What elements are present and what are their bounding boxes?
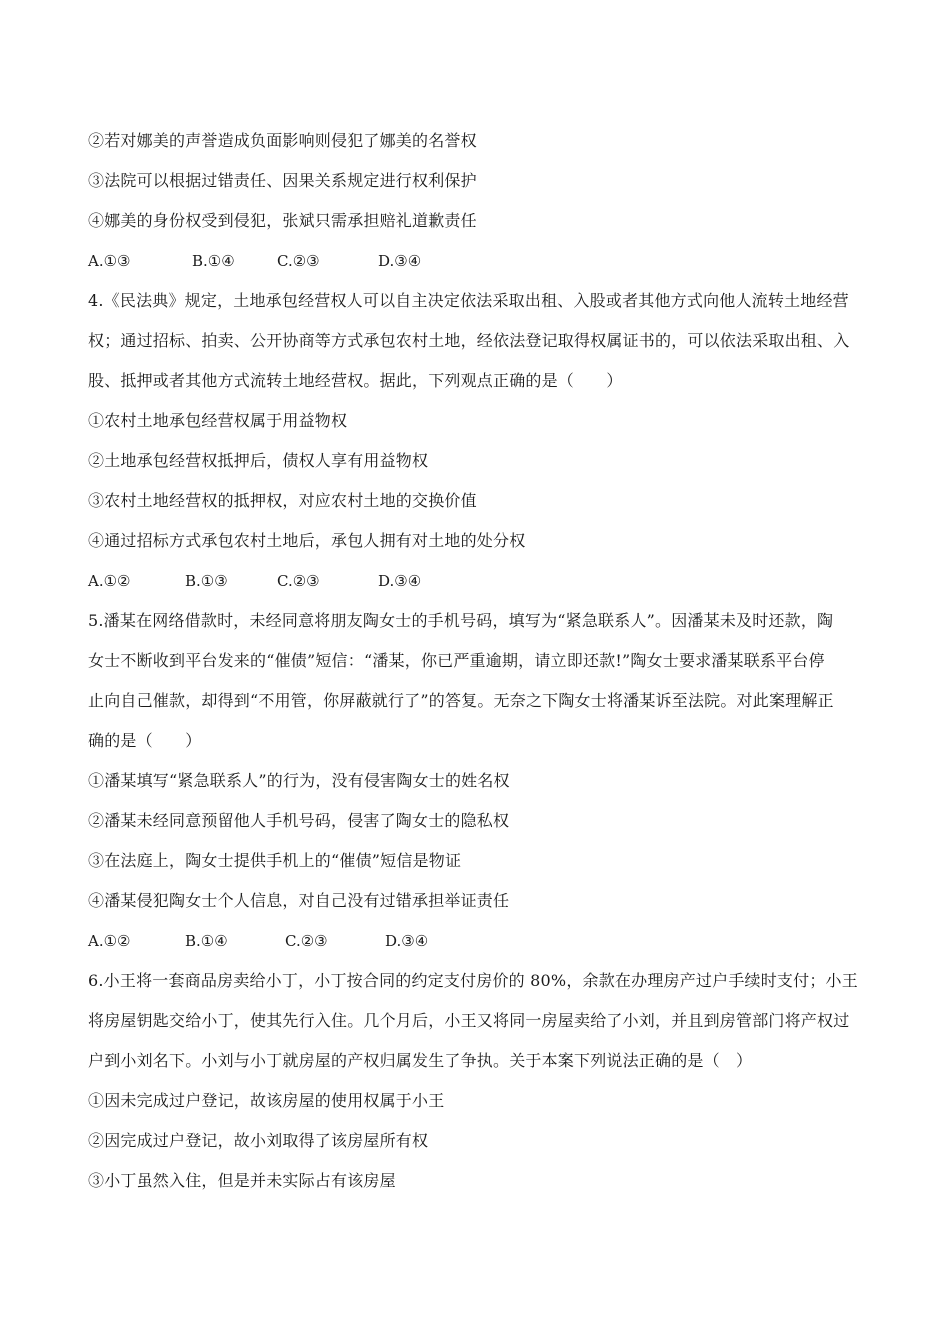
q3-item-4: ④娜美的身份权受到侵犯，张斌只需承担赔礼道歉责任 — [88, 211, 477, 230]
q4-stem-line-2: 权；通过招标、拍卖、公开协商等方式承包农村土地，经依法登记取得权属证书的，可以依法采取出租、入 — [88, 331, 850, 350]
q6-stem-line-3: 户到小刘名下。小刘与小丁就房屋的产权归属发生了争执。关于本案下列说法正确的是（ ） — [88, 1051, 753, 1070]
q5-item-2: ②潘某未经同意预留他人手机号码，侵害了陶女士的隐私权 — [88, 811, 510, 830]
q5-option-d: D.③④ — [385, 932, 429, 950]
q4-item-4: ④通过招标方式承包农村土地后，承包人拥有对土地的处分权 — [88, 531, 526, 550]
q6-item-2: ②因完成过户登记，故小刘取得了该房屋所有权 — [88, 1131, 429, 1150]
q4-item-1: ①农村土地承包经营权属于用益物权 — [88, 411, 348, 430]
q5-stem-line-1: 5.潘某在网络借款时，未经同意将朋友陶女士的手机号码，填写为“紧急联系人”。因潘某未及时还款，陶 — [88, 611, 834, 630]
q5-stem-line-3: 止向自己催款，却得到“不用管，你屏蔽就行了”的答复。无奈之下陶女士将潘某诉至法院。对此案理解正 — [88, 691, 834, 710]
q3-option-b: B.①④ — [192, 252, 235, 270]
q5-item-4: ④潘某侵犯陶女士个人信息，对自己没有过错承担举证责任 — [88, 891, 510, 910]
q6-item-3: ③小丁虽然入住，但是并未实际占有该房屋 — [88, 1171, 396, 1190]
q3-option-c: C.②③ — [277, 252, 320, 270]
q3-option-d: D.③④ — [378, 252, 422, 270]
q3-item-3: ③法院可以根据过错责任、因果关系规定进行权利保护 — [88, 171, 477, 190]
q5-item-3: ③在法庭上，陶女士提供手机上的“催债”短信是物证 — [88, 851, 462, 870]
q6-stem-line-1: 6.小王将一套商品房卖给小丁，小丁按合同的约定支付房价的 80%，余款在办理房产过户手续时支付；小王 — [88, 971, 858, 990]
q3-option-a: A.①③ — [88, 252, 131, 270]
q4-stem-line-1: 4.《民法典》规定，土地承包经营权人可以自主决定依法采取出租、入股或者其他方式向他人流转土地经营 — [88, 291, 849, 310]
q4-option-d: D.③④ — [378, 572, 422, 590]
q4-option-a: A.①② — [88, 572, 131, 590]
q5-stem-line-2: 女士不断收到平台发来的“催债”短信：“潘某，你已严重逾期，请立即还款!”陶女士要求潘某联系平台停 — [88, 651, 825, 670]
q4-item-3: ③农村土地经营权的抵押权，对应农村土地的交换价值 — [88, 491, 477, 510]
q5-stem-line-4: 确的是（ ） — [88, 731, 202, 750]
q5-option-b: B.①④ — [185, 932, 228, 950]
q5-option-c: C.②③ — [285, 932, 328, 950]
q6-stem-line-2: 将房屋钥匙交给小丁，使其先行入住。几个月后，小王又将同一房屋卖给了小刘，并且到房管部门将产权过 — [88, 1011, 850, 1030]
q6-item-1: ①因未完成过户登记，故该房屋的使用权属于小王 — [88, 1091, 445, 1110]
q5-option-a: A.①② — [88, 932, 131, 950]
q5-item-1: ①潘某填写“紧急联系人”的行为，没有侵害陶女士的姓名权 — [88, 771, 510, 790]
q4-stem-line-3: 股、抵押或者其他方式流转土地经营权。据此，下列观点正确的是（ ） — [88, 371, 623, 390]
q4-option-c: C.②③ — [277, 572, 320, 590]
q4-item-2: ②土地承包经营权抵押后，债权人享有用益物权 — [88, 451, 429, 470]
q4-option-b: B.①③ — [185, 572, 228, 590]
q3-item-2: ②若对娜美的声誉造成负面影响则侵犯了娜美的名誉权 — [88, 131, 477, 150]
